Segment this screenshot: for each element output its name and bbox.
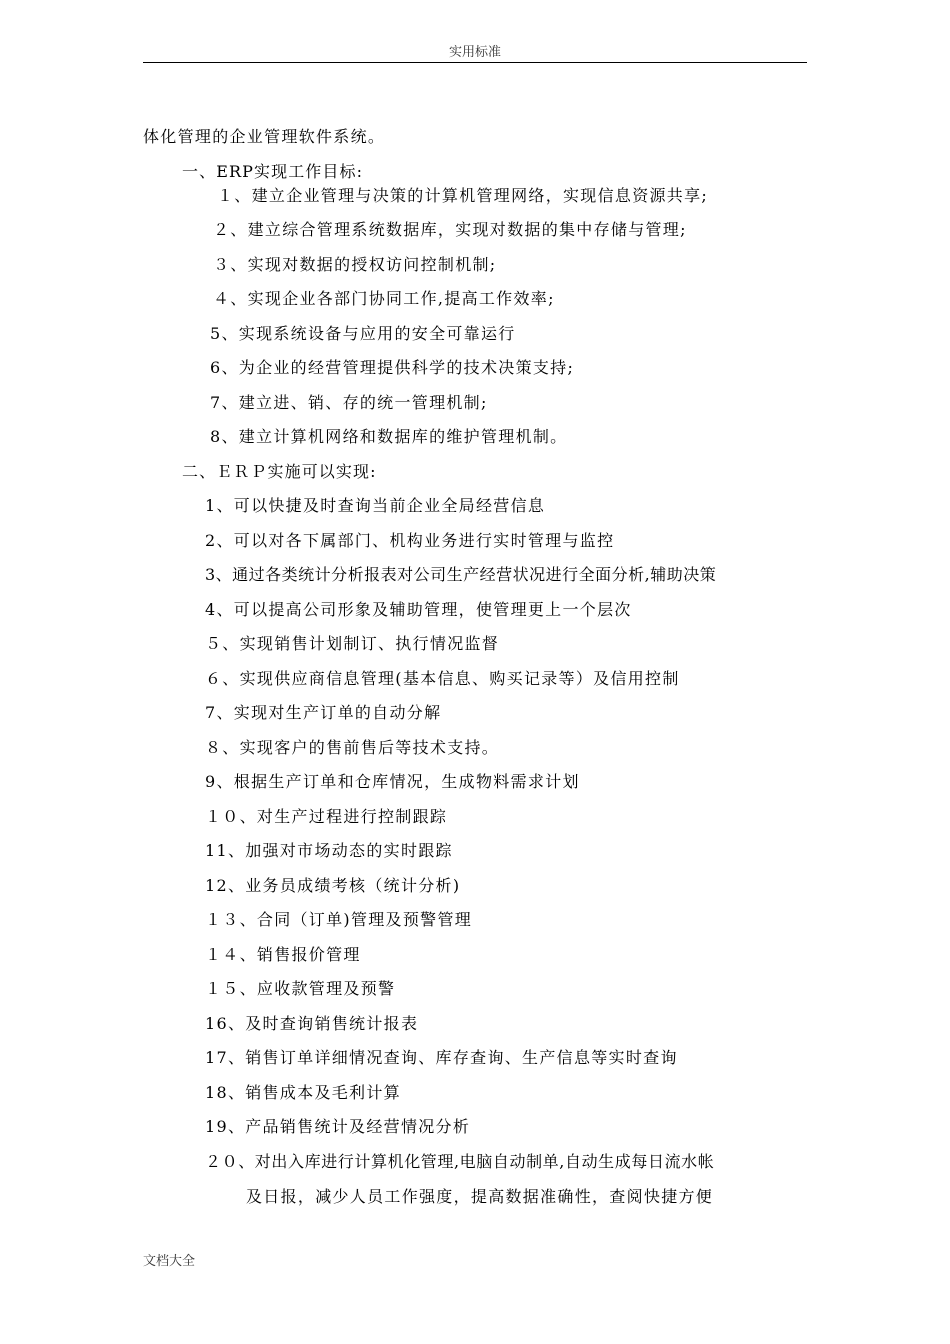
section2-heading: 二、ＥＲＰ实施可以实现: [182,462,377,481]
section2-item-1: 1、可以快捷及时查询当前企业全局经营信息 [205,496,546,515]
section1-item-2: ２、建立综合管理系统数据库，实现对数据的集中存储与管理; [213,220,687,239]
section2-item-15: １５、应收款管理及预警 [205,979,396,998]
section2-item-17: 17、销售订单详细情况查询、库存查询、生产信息等实时查询 [205,1048,678,1067]
section2-item-18: 18、销售成本及毛利计算 [205,1083,401,1102]
section2-item-20-continuation: 及日报，减少人员工作强度，提高数据准确性，查阅快捷方便 [246,1187,714,1206]
section2-item-19: 19、产品销售统计及经营情况分析 [205,1117,471,1136]
section2-item-4: 4、可以提高公司形象及辅助管理，使管理更上一个层次 [205,600,632,619]
section2-item-20: ２０、对出入库进行计算机化管理,电脑自动制单,自动生成每日流水帐 [205,1152,715,1171]
section2-item-7: 7、实现对生产订单的自动分解 [205,703,442,722]
section1-item-4: ４、实现企业各部门协同工作,提高工作效率; [213,289,555,308]
intro-line: 体化管理的企业管理软件系统。 [143,127,386,146]
section2-item-3: 3、通过各类统计分析报表对公司生产经营状况进行全面分析,辅助决策 [205,565,717,584]
section2-item-5: ５、实现销售计划制订、执行情况监督 [205,634,500,653]
section2-item-9: 9、根据生产订单和仓库情况，生成物料需求计划 [205,772,580,791]
section1-heading: 一、ERP实现工作目标: [182,162,364,181]
section2-item-6: ６、实现供应商信息管理(基本信息、购买记录等）及信用控制 [205,669,680,688]
section1-item-3: ３、实现对数据的授权访问控制机制; [213,255,497,274]
section2-item-2: 2、可以对各下属部门、机构业务进行实时管理与监控 [205,531,615,550]
section2-item-16: 16、及时查询销售统计报表 [205,1014,419,1033]
section2-item-8: ８、实现客户的售前售后等技术支持。 [205,738,500,757]
section2-item-13: １３、合同（订单)管理及预警管理 [205,910,473,929]
section1-item-5: 5、实现系统设备与应用的安全可靠运行 [210,324,516,343]
section1-item-7: 7、建立进、销、存的统一管理机制; [210,393,488,412]
section1-item-8: 8、建立计算机网络和数据库的维护管理机制。 [210,427,568,446]
section2-item-12: 12、业务员成绩考核（统计分析) [205,876,461,895]
page-footer [143,1250,195,1269]
section1-item-1: １、建立企业管理与决策的计算机管理网络，实现信息资源共享; [217,186,709,205]
section2-item-10: １０、对生产过程进行控制跟踪 [205,807,448,826]
header-title: 实用标准 [448,45,501,60]
page-header [143,44,807,63]
section2-item-11: 11、加强对市场动态的实时跟踪 [205,841,453,860]
footer-text: 文档大全 [143,1254,196,1269]
section2-item-14: １４、销售报价管理 [205,945,361,964]
section1-item-6: 6、为企业的经营管理提供科学的技术决策支持; [210,358,575,377]
